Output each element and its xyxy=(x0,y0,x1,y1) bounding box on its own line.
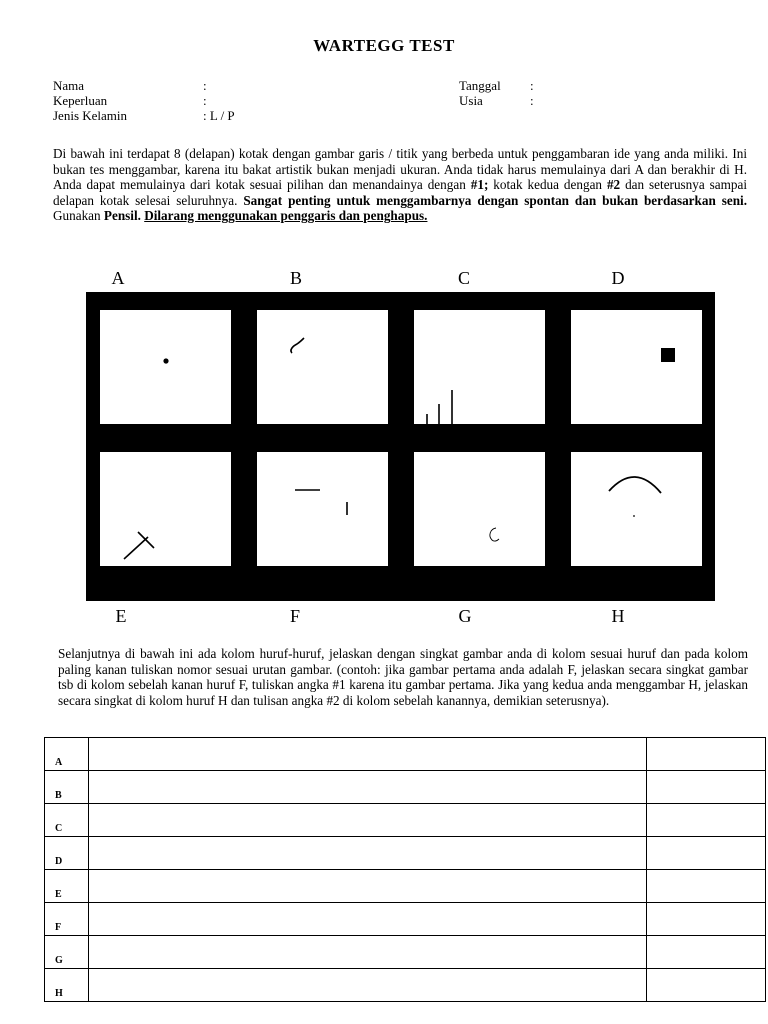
box-h-stimulus xyxy=(571,452,702,566)
box-label-b: B xyxy=(289,268,302,288)
row-description-f[interactable] xyxy=(88,903,646,936)
field-nama-label: Nama xyxy=(53,78,85,93)
row-order-g[interactable] xyxy=(646,936,765,969)
table-row xyxy=(45,738,766,771)
field-jenis-kelamin-label: Jenis Kelamin xyxy=(53,108,128,123)
row-order-c[interactable] xyxy=(646,804,765,837)
row-description-a[interactable] xyxy=(88,738,646,771)
table-row xyxy=(45,870,766,903)
box-label-f: F xyxy=(289,606,300,626)
table-row xyxy=(45,969,766,1002)
box-d-stimulus xyxy=(571,310,702,424)
box-label-c: C xyxy=(457,268,470,288)
table-row xyxy=(45,804,766,837)
field-usia-label: Usia xyxy=(459,93,483,108)
row-label-h: H xyxy=(45,969,89,1002)
box-label-d: D xyxy=(611,268,625,288)
row-label-c: C xyxy=(45,804,89,837)
box-label-e: E xyxy=(115,606,127,626)
row-label-e: E xyxy=(45,870,89,903)
box-c[interactable] xyxy=(414,310,545,424)
page-title: WARTEGG TEST xyxy=(313,36,455,55)
field-tanggal-label: Tanggal xyxy=(459,78,501,93)
instructions-paragraph: Di bawah ini terdapat 8 (delapan) kotak dengan gambar garis / titik yang berbeda untuk penggambaran ide yang anda miliki. Ini bukan tes menggambar, karena itu bakat artistik bukan menjadi ukuran. Anda tidak harus memulainya dari A dan berakhir di H. Anda dapat memulainya dari kotak sesuai pilihan dan menandainya dengan #1; kotak kedua dengan #2 dan seterusnya sampai delapan kotak selesai seluruhnya. Sangat penting untuk menggambarnya dengan spontan dan bukan berdasarkan seni. Gunakan Pensil. Dilarang menggunakan penggaris dan penghapus. xyxy=(53,146,748,224)
box-d[interactable] xyxy=(571,310,702,424)
table-row xyxy=(45,837,766,870)
box-label-g: G xyxy=(458,606,472,626)
row-description-d[interactable] xyxy=(88,837,646,870)
box-e[interactable] xyxy=(100,452,231,566)
box-h[interactable] xyxy=(571,452,702,566)
field-nama-colon: : xyxy=(203,78,207,93)
box-c-stimulus xyxy=(414,310,545,424)
row-description-b[interactable] xyxy=(88,771,646,804)
row-label-d: D xyxy=(45,837,89,870)
row-description-g[interactable] xyxy=(88,936,646,969)
row-order-a[interactable] xyxy=(646,738,765,771)
table-row xyxy=(45,936,766,969)
box-e-stimulus xyxy=(100,452,231,566)
field-keperluan-label: Keperluan xyxy=(53,93,108,108)
table-row xyxy=(45,771,766,804)
box-g[interactable] xyxy=(414,452,545,566)
row-label-b: B xyxy=(45,771,89,804)
row-description-c[interactable] xyxy=(88,804,646,837)
followup-paragraph: Selanjutnya di bawah ini ada kolom huruf-huruf, jelaskan dengan singkat gambar anda di kolom sesuai huruf dan pada kolom paling kanan tuliskan nomor sesuai urutan gambar. (contoh: jika gambar pertama anda adalah F, jelaskan secara singkat gambar tsb di kolom sebelah kanan huruf F, tuliskan angka #1 karena itu gambar pertama. Jika yang kedua anda menggambar H, jelaskan secara singkat di kolom huruf H dan tulisan angka #2 di kolom sebelah kanannya, demikian seterusnya). xyxy=(58,646,748,708)
field-tanggal-colon: : xyxy=(530,78,534,93)
row-description-h[interactable] xyxy=(88,969,646,1002)
row-description-e[interactable] xyxy=(88,870,646,903)
box-g-stimulus xyxy=(414,452,545,566)
box-f-stimulus xyxy=(257,452,388,566)
box-b-stimulus xyxy=(257,310,388,424)
row-label-a: A xyxy=(45,738,89,771)
row-order-d[interactable] xyxy=(646,837,765,870)
wartegg-board xyxy=(86,292,715,601)
box-label-h: H xyxy=(611,606,625,626)
row-label-f: F xyxy=(45,903,89,936)
row-order-f[interactable] xyxy=(646,903,765,936)
table-row xyxy=(45,903,766,936)
field-usia-colon: : xyxy=(530,93,534,108)
box-b[interactable] xyxy=(257,310,388,424)
box-a[interactable] xyxy=(100,310,231,424)
field-keperluan-colon: : xyxy=(203,93,207,108)
row-order-h[interactable] xyxy=(646,969,765,1002)
row-label-g: G xyxy=(45,936,89,969)
box-label-a: A xyxy=(111,268,125,288)
row-order-b[interactable] xyxy=(646,771,765,804)
answer-table xyxy=(44,737,766,1002)
box-f[interactable] xyxy=(257,452,388,566)
box-a-stimulus xyxy=(100,310,231,424)
field-jenis-kelamin-value: : L / P xyxy=(203,108,235,123)
row-order-e[interactable] xyxy=(646,870,765,903)
